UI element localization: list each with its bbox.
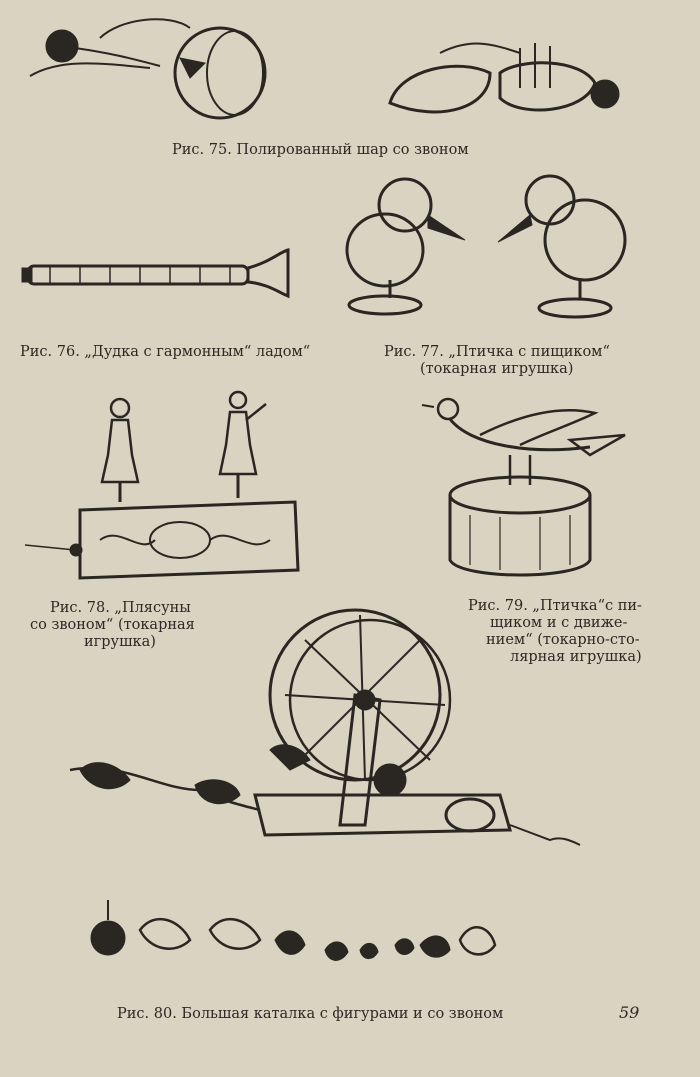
figure-79-caption-line3: нием“ (токарно-сто- — [486, 632, 640, 648]
figure-78-caption-line1: Рис. 78. „Плясуны — [50, 600, 191, 616]
page-number: 59 — [619, 1003, 640, 1022]
figure-78-caption-line2: со звоном“ (токарная — [30, 617, 195, 633]
figure-75-ball-illustration — [20, 18, 640, 128]
figure-77-caption-line2: (токарная игрушка) — [420, 361, 574, 377]
figure-78-caption-line3: игрушка) — [84, 634, 156, 650]
figure-79-caption-line2: щиком и с движе- — [490, 615, 628, 631]
figure-76-pipe-illustration — [20, 248, 300, 298]
figure-79-caption-line4: лярная игрушка) — [510, 649, 642, 665]
figure-77-birds-illustration — [340, 170, 640, 330]
figure-76-caption: Рис. 76. „Дудка с гармонным“ ладом“ — [20, 344, 311, 360]
figure-78-dancers-illustration — [20, 390, 310, 580]
figure-79-caption-line1: Рис. 79. „Птичка“с пи- — [468, 598, 642, 614]
figure-77-caption-line1: Рис. 77. „Птичка с пищиком“ — [384, 344, 610, 360]
figure-80-caption: Рис. 80. Большая каталка с фигурами и со звоном — [117, 1006, 504, 1022]
figure-80-push-toy-illustration — [60, 600, 590, 990]
figure-79-bird-on-drum-illustration — [420, 395, 635, 585]
figure-75-caption: Рис. 75. Полированный шар со звоном — [172, 142, 469, 158]
